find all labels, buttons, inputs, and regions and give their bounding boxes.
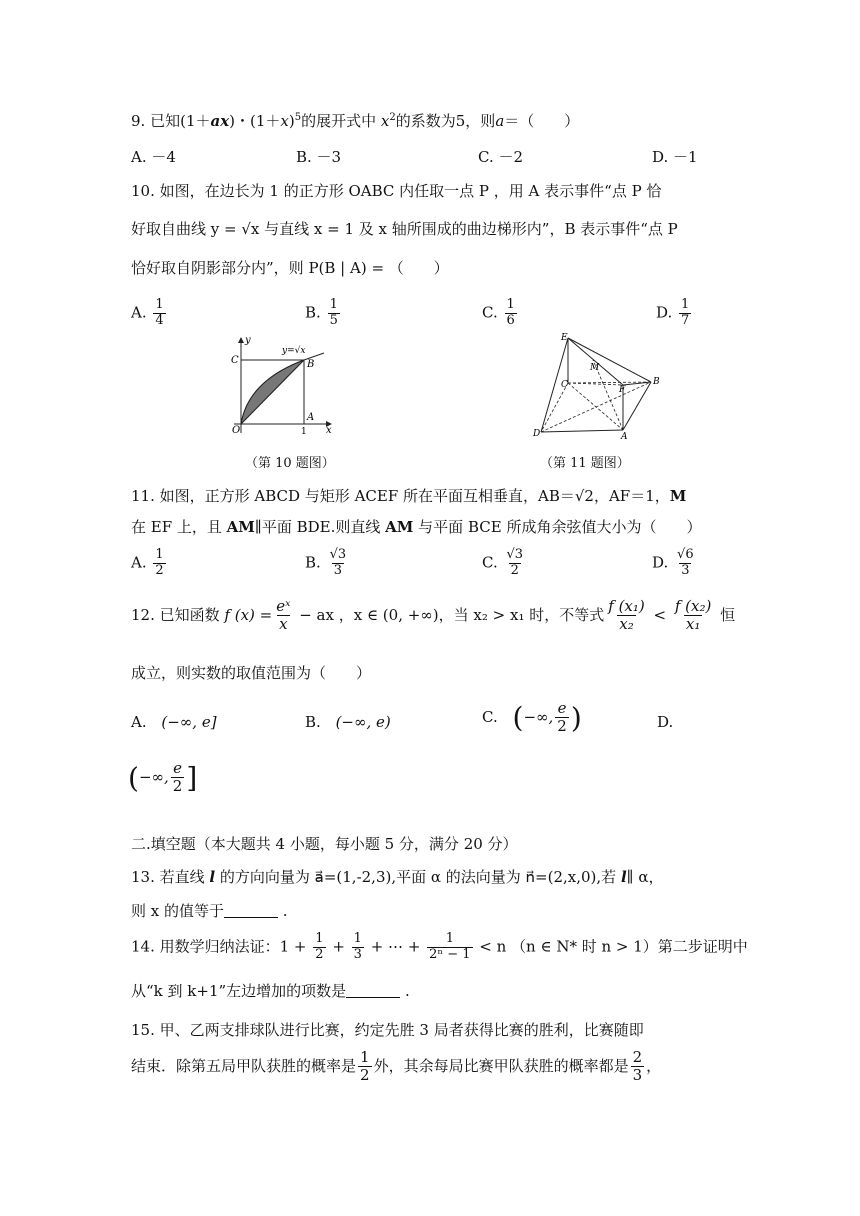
- q13-end: .: [278, 902, 288, 920]
- q15-f1n: 1: [360, 1048, 370, 1066]
- q12-heng: 恒: [715, 605, 736, 624]
- q14-b: < n （n ∈ N* 时 n > 1）第二步证明中: [474, 937, 748, 956]
- q10-option-b-num: 1: [329, 297, 338, 312]
- q12-ineq-frac1: [606, 598, 647, 634]
- q15-line2: [131, 1049, 661, 1085]
- fig10-label-x: x: [326, 425, 332, 436]
- q10-option-c-den: 6: [506, 312, 515, 328]
- q10-option-d-frac: [679, 298, 691, 329]
- q11-option-a-label: A.: [131, 553, 147, 572]
- q11-line1: [131, 485, 686, 506]
- q13-a: 13. 若直线: [131, 868, 210, 886]
- q9-a: a: [495, 112, 505, 130]
- q9-text-f: ＝（ ）: [504, 112, 580, 130]
- q11-option-d-frac: [675, 548, 696, 579]
- q9-option-c: C. －2: [478, 148, 524, 166]
- q12-fx: f (x) =: [224, 605, 273, 624]
- q12-option-c-num: e: [557, 699, 567, 717]
- q9-text-d: 的展开式中: [301, 112, 377, 130]
- q15-f2d: 3: [632, 1066, 643, 1085]
- q10-option-a-den: 4: [155, 312, 164, 328]
- q15-line2-b: 外，其余每局比赛甲队获胜的概率都是: [373, 1056, 629, 1075]
- q12-option-d-label: D.: [657, 713, 674, 731]
- q14-f2n: 1: [353, 931, 362, 946]
- fig10-label-b: B: [307, 359, 315, 370]
- q11-line1-a: 11. 如图，正方形 ABCD 与矩形 ACEF 所在平面互相垂直，AB＝: [131, 487, 575, 505]
- q11-line1-m: M: [669, 487, 687, 505]
- fig11-label-f: F: [619, 385, 626, 395]
- q12-ineq-frac2: [673, 598, 714, 634]
- q12-option-a: [131, 713, 217, 731]
- q13-l2: l: [620, 868, 627, 886]
- q9-option-b: B. －3: [296, 148, 342, 166]
- fig10-caption: （第 10 题图）: [245, 456, 335, 471]
- q10-option-a-label: A.: [131, 303, 147, 322]
- q11-option-b: [305, 548, 350, 579]
- q12-option-d-pre: −∞,: [138, 767, 169, 786]
- q14-f1n: 1: [315, 931, 324, 946]
- q15-f2n: 2: [632, 1048, 643, 1066]
- fig11-label-c: C: [561, 380, 568, 390]
- fig10-label-a: A: [307, 412, 315, 423]
- q14-f3d: 2ⁿ − 1: [429, 946, 471, 962]
- q12-option-b: [305, 713, 391, 731]
- q10-option-c-frac: [505, 298, 517, 329]
- q12-ineq-d1: x₂: [619, 615, 634, 634]
- figure-11: [533, 330, 673, 440]
- q14-dots: + ⋯ +: [365, 937, 426, 956]
- q10-option-a: [131, 298, 168, 329]
- q14-a: 14. 用数学归纳法证：1 +: [131, 937, 312, 956]
- q9-text-a: 已知(1＋: [150, 112, 211, 130]
- q12-option-d-frac: [171, 760, 185, 796]
- q10-option-c-label: C.: [482, 303, 498, 322]
- q13-l: l: [209, 868, 216, 886]
- q12-option-c-pre: −∞,: [523, 707, 554, 726]
- fig10-label-c: C: [231, 355, 239, 366]
- q10-option-b-label: B.: [305, 303, 321, 322]
- q12-option-c: C. (−∞, $\frac{e}{2}$ ): [482, 699, 582, 736]
- q12-minus: − ax ，x ∈ (0, +∞)，当 x₂ > x₁ 时，不等式: [294, 605, 605, 624]
- q9-option-d: D. －1: [652, 148, 698, 166]
- q12-line1: [131, 598, 735, 634]
- fig10-label-y: y: [245, 335, 251, 346]
- q9-option-a: A. －4: [131, 148, 176, 166]
- q11-option-a: [131, 548, 168, 579]
- q11-option-b-num: √3: [329, 547, 347, 562]
- q11-option-c-label: C.: [482, 553, 498, 572]
- q10-option-d-label: D.: [656, 303, 673, 322]
- q14-frac3: [427, 932, 472, 963]
- fig11-edge-da: [541, 430, 623, 432]
- q11-line2-a: 在 EF 上，且: [131, 518, 227, 536]
- q9-ax: ax: [210, 112, 230, 130]
- q14-f1d: 2: [315, 946, 324, 962]
- q11-option-d-num: √6: [677, 547, 694, 562]
- q10-option-a-num: 1: [155, 297, 164, 312]
- q12-option-d-den: 2: [172, 777, 183, 796]
- q11-option-d: [652, 548, 698, 579]
- q12-f-den: x: [279, 615, 288, 634]
- q10-option-a-frac: [153, 298, 165, 329]
- q11-sqrt2: √2: [574, 487, 594, 505]
- q15-frac2: [631, 1049, 645, 1085]
- q11-option-d-label: D.: [652, 553, 669, 572]
- q14-line2: [131, 980, 410, 1001]
- q9-x: x: [280, 112, 289, 130]
- fig11-label-b: B: [653, 377, 660, 387]
- fig11-label-a: A: [621, 432, 628, 442]
- q10-option-d-den: 7: [681, 312, 690, 328]
- q11-line1-b: ，AF＝1，: [593, 487, 670, 505]
- q11-option-b-label: B.: [305, 553, 321, 572]
- fig11-dash-cd: [541, 383, 568, 432]
- q9-exp2: 2: [389, 112, 396, 123]
- q14-f3n: 1: [445, 931, 454, 946]
- q12-option-b-label: B.: [305, 713, 321, 731]
- q12-option-a-label: A.: [131, 713, 147, 731]
- q14-f2d: 3: [353, 946, 362, 962]
- q11-option-b-den: 3: [333, 562, 342, 578]
- q12-ineq-d2: x₁: [685, 615, 701, 634]
- q10-line1: 10. 如图，在边长为 1 的正方形 OABC 内任取一点 P ，用 A 表示事件“点 P 恰: [131, 182, 662, 200]
- q12-pre: 12. 已知函数: [131, 605, 220, 624]
- q11-option-d-den: 3: [681, 562, 690, 578]
- q10-option-c-num: 1: [506, 297, 515, 312]
- q11-option-c: [482, 548, 527, 579]
- q13-line2-text: 则 x 的值等于: [131, 902, 224, 920]
- q11-line2-b: ∥平面 BDE.则直线: [254, 518, 386, 536]
- q10-option-d-num: 1: [681, 297, 690, 312]
- q14-answer-blank[interactable]: [346, 983, 400, 998]
- q14-frac2: [352, 932, 364, 963]
- fig10-diagonal: [241, 360, 304, 424]
- fig10-label-1: 1: [301, 427, 307, 437]
- q12-f-num: eˣ: [276, 597, 291, 615]
- q14-end: .: [400, 982, 410, 1000]
- q10-option-b-frac: [328, 298, 340, 329]
- q9-exp5: 5: [294, 112, 302, 123]
- fig11-dash-db: [541, 382, 651, 432]
- q14-line2-text: 从“k 到 k+1”左边增加的项数是: [131, 982, 347, 1000]
- q12-line2: 成立，则实数的取值范围为（ ）: [131, 664, 372, 682]
- q15-f1d: 2: [360, 1066, 370, 1085]
- q11-option-a-num: 1: [155, 547, 164, 562]
- q10-option-d: [656, 298, 693, 329]
- q12-option-c-frac: [555, 700, 569, 736]
- q10-line2: 好取自曲线 y = √x 与直线 x = 1 及 x 轴所围成的曲边梯形内”，B 表示事件“点 P: [131, 220, 678, 238]
- q11-option-c-den: 2: [510, 562, 519, 578]
- fig11-caption: （第 11 题图）: [540, 456, 630, 471]
- fig10-label-o: O: [232, 425, 241, 436]
- q10-line3: 恰好取自阴影部分内”，则 P(B | A) = （ ）: [131, 259, 449, 277]
- q9-text-c: ): [288, 112, 295, 130]
- q15-line2-c: ，: [646, 1056, 662, 1075]
- q10-option-b: [305, 298, 342, 329]
- q11-option-c-num: √3: [506, 547, 524, 562]
- q11-line2-c: 与平面 BCE 所成角余弦值大小为（ ）: [413, 518, 702, 536]
- q11-option-a-frac: [153, 548, 165, 579]
- q15-line1: 15. 甲、乙两支排球队进行比赛，约定先胜 3 局者获得比赛的胜利，比赛随即: [131, 1021, 644, 1039]
- q11-option-a-den: 2: [155, 562, 164, 578]
- fig10-label-curve: y=√x: [282, 346, 306, 356]
- q15-frac1: [358, 1049, 372, 1085]
- q9-number: 9.: [131, 112, 146, 130]
- fig11-edge-ab: [623, 382, 651, 430]
- q12-ineq-n2: f (x₂): [674, 597, 712, 615]
- q11-option-c-frac: [505, 548, 526, 579]
- q12-lt: <: [648, 605, 671, 624]
- q10-option-b-den: 5: [329, 312, 338, 328]
- fig11-edge-eb: [568, 338, 651, 382]
- q10-option-c: [482, 298, 519, 329]
- q13-line2: [131, 900, 288, 921]
- section-2-heading: 二.填空题（本大题共 4 小题，每小题 5 分，满分 20 分）: [131, 835, 518, 853]
- fig11-label-d: D: [533, 429, 541, 439]
- fig11-dash-cf: [568, 383, 623, 385]
- q9-stem: [131, 110, 579, 131]
- q13-b: 的方向向量为 a⃗=(1,-2,3),平面 α 的法向量为 n⃗=(2,x,0),若: [215, 868, 621, 886]
- q12-option-c-label: C.: [482, 707, 498, 726]
- q12-ineq-n1: f (x₁): [608, 597, 645, 615]
- fig11-edge-ef: [568, 338, 623, 385]
- q12-option-c-den: 2: [557, 717, 567, 736]
- q14-line1: 14. 用数学归纳法证：1 + $\frac{1}{2}$ + $\frac{1}{3}$ + ⋯ + $\frac{1}{\text{2ⁿ − 1}}$ < n （n ∈ N* 时 n > 1）第二步证明中: [131, 931, 748, 962]
- q12-option-b-value: (−∞, e): [335, 713, 391, 731]
- q14-frac1: [313, 932, 325, 963]
- fig11-dash-ca: [568, 383, 623, 430]
- q11-line2-am2: AM: [385, 518, 414, 536]
- q11-line2: [131, 516, 701, 537]
- figure-10: [226, 333, 356, 443]
- q15-line2-a: 结束．除第五局甲队获胜的概率是: [131, 1056, 357, 1075]
- q11-line2-am: AM: [226, 518, 255, 536]
- q12-f-frac: [274, 598, 292, 634]
- q12-option-d: (−∞, $\frac{e}{2}$ ]: [128, 759, 198, 796]
- fig11-label-e: E: [561, 333, 568, 343]
- q9-text-e: 的系数为5，则: [395, 112, 496, 130]
- q11-option-b-frac: [328, 548, 349, 579]
- q9-text-b: )・(1＋: [229, 112, 281, 130]
- fig11-label-m: M: [590, 363, 600, 373]
- q12-option-a-value: (−∞, e]: [161, 713, 217, 731]
- q13-line1: [131, 866, 663, 887]
- q13-c: ∥ α，: [626, 868, 664, 886]
- q13-answer-blank[interactable]: [224, 903, 278, 918]
- q9-x2: x: [380, 112, 390, 130]
- q12-option-d-num: e: [173, 759, 182, 777]
